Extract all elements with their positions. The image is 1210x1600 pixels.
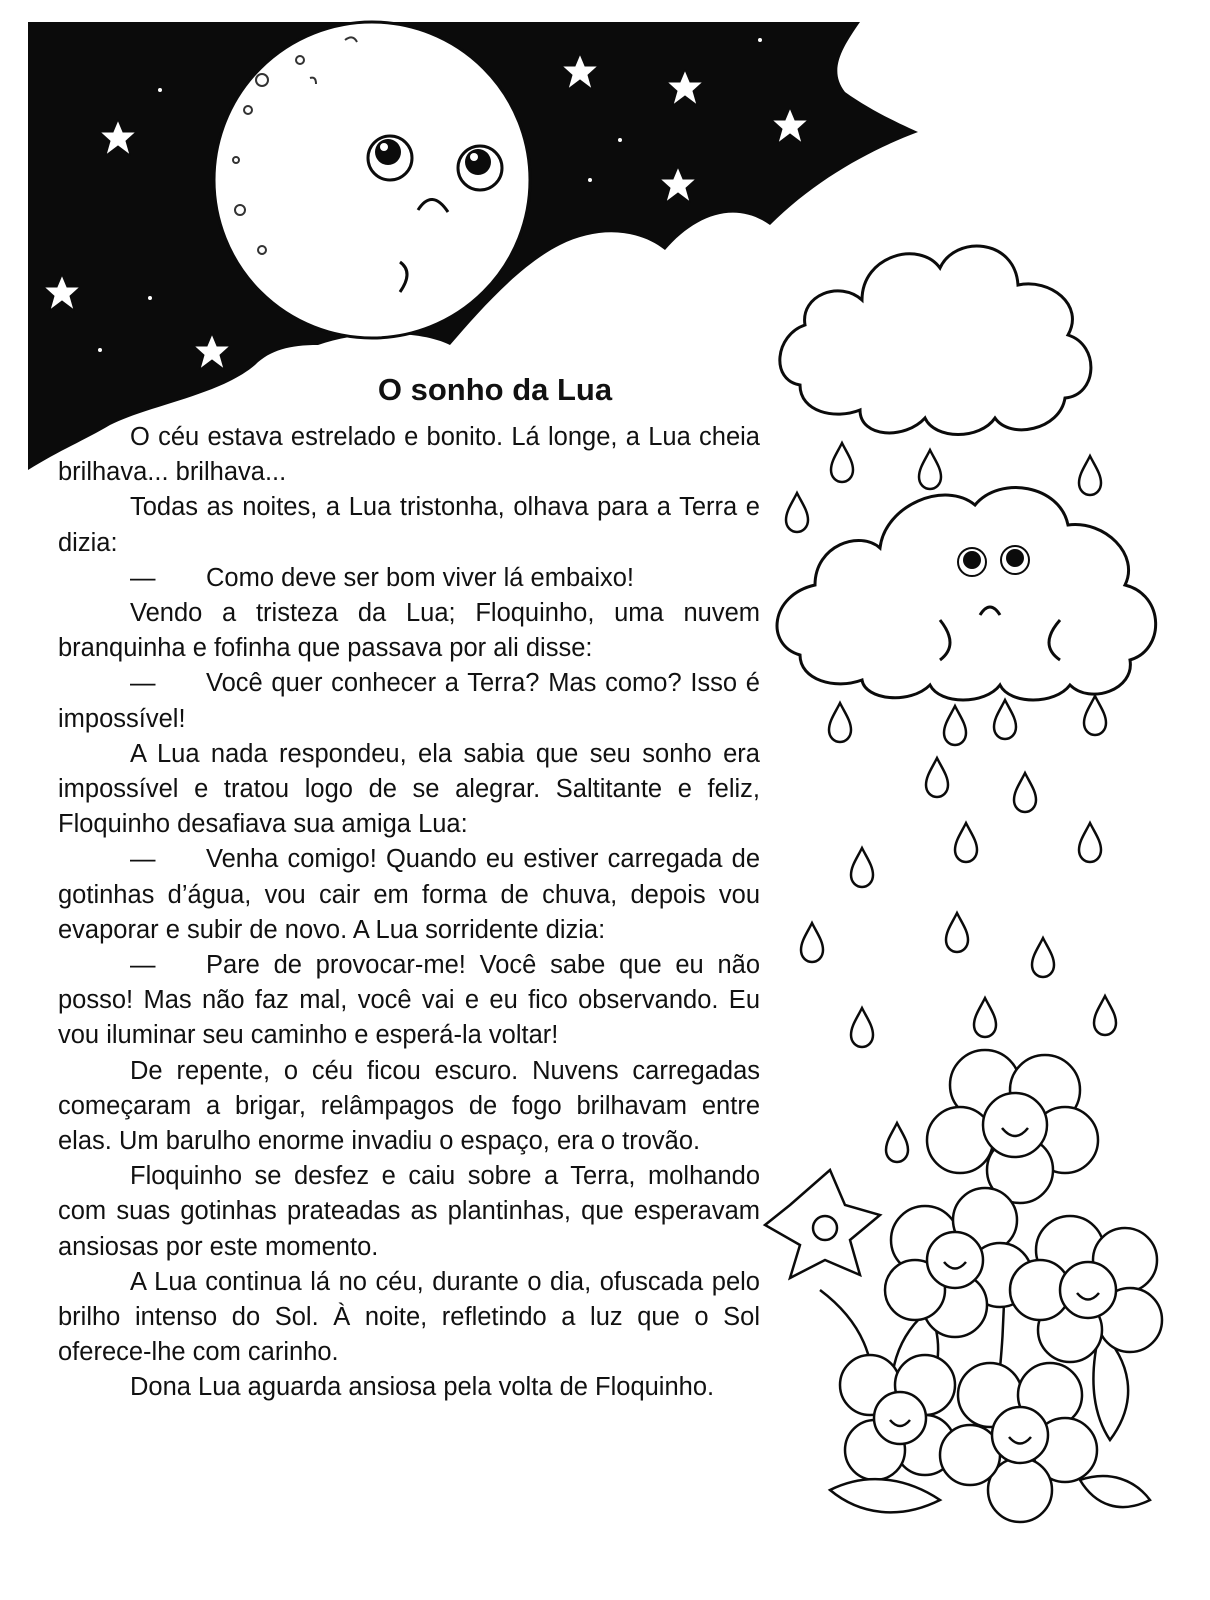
paragraph: Dona Lua aguarda ansiosa pela volta de Floquinho. — [130, 1373, 715, 1402]
dialogue-line — [58, 948, 760, 1054]
moon-icon — [214, 22, 530, 338]
dialogue-text: Você quer conhecer a Terra? Mas como? Isso é impossível! — [58, 669, 760, 733]
paragraph: A Lua nada respondeu, ela sabia que seu sonho era impossível e tratou logo de se alegrar. Saltitante e feliz, Floquinho desafiava sua amiga Lua: — [58, 739, 760, 839]
dialogue-line — [58, 561, 760, 596]
flower-icon — [765, 1170, 880, 1278]
dialogue-dash: — — [130, 845, 156, 874]
story-title: O sonho da Lua — [377, 372, 613, 407]
dialogue-line — [58, 666, 760, 736]
dialogue-line — [58, 842, 760, 948]
dialogue-dash: — — [130, 951, 156, 980]
paragraph: Vendo a tristeza da Lua; Floquinho, uma nuvem branquinha e fofinha que passava por ali disse: — [58, 599, 760, 663]
smiling-flower-bouquet — [765, 1050, 1162, 1522]
flower-icon — [885, 1188, 1032, 1337]
paragraph: Floquinho se desfez e caiu sobre a Terra, molhando com suas gotinhas prateadas as plantinhas, que esperavam ansiosas por este momento. — [58, 1162, 760, 1261]
paragraph: O céu estava estrelado e bonito. Lá longe, a Lua cheia brilhava... brilhava... — [58, 423, 760, 487]
dialogue-text: Pare de provocar-me! Você sabe que eu não posso! Mas não faz mal, você vai e eu fico observando. Eu vou iluminar seu caminho e esperá-la voltar! — [58, 951, 760, 1050]
plain-cloud — [780, 246, 1091, 434]
flower-icon — [927, 1050, 1098, 1203]
paragraph: De repente, o céu ficou escuro. Nuvens carregadas começaram a brigar, relâmpagos de fogo brilhavam entre elas. Um barulho enorme invadiu o espaço, era o trovão. — [58, 1056, 760, 1156]
dialogue-text: Venha comigo! Quando eu estiver carregada de gotinhas d’água, vou cair em forma de chuva, depois vou evaporar e subir de novo. A Lua sorridente dizia: — [58, 845, 760, 944]
smiling-cloud-floquinho — [777, 488, 1156, 700]
dialogue-dash: — — [130, 563, 156, 592]
flower-icon — [840, 1355, 955, 1480]
paragraph: Todas as noites, a Lua tristonha, olhava para a Terra e dizia: — [58, 493, 760, 557]
flower-icon — [940, 1363, 1097, 1522]
story-text — [58, 420, 760, 1406]
dialogue-dash: — — [130, 669, 156, 698]
dialogue-text: Como deve ser bom viver lá embaixo! — [206, 563, 635, 592]
paragraph: A Lua continua lá no céu, durante o dia, ofuscada pelo brilho intenso do Sol. À noite, refletindo a luz que o Sol oferece-lhe com carinho. — [58, 1267, 760, 1367]
flower-icon — [1010, 1216, 1162, 1362]
